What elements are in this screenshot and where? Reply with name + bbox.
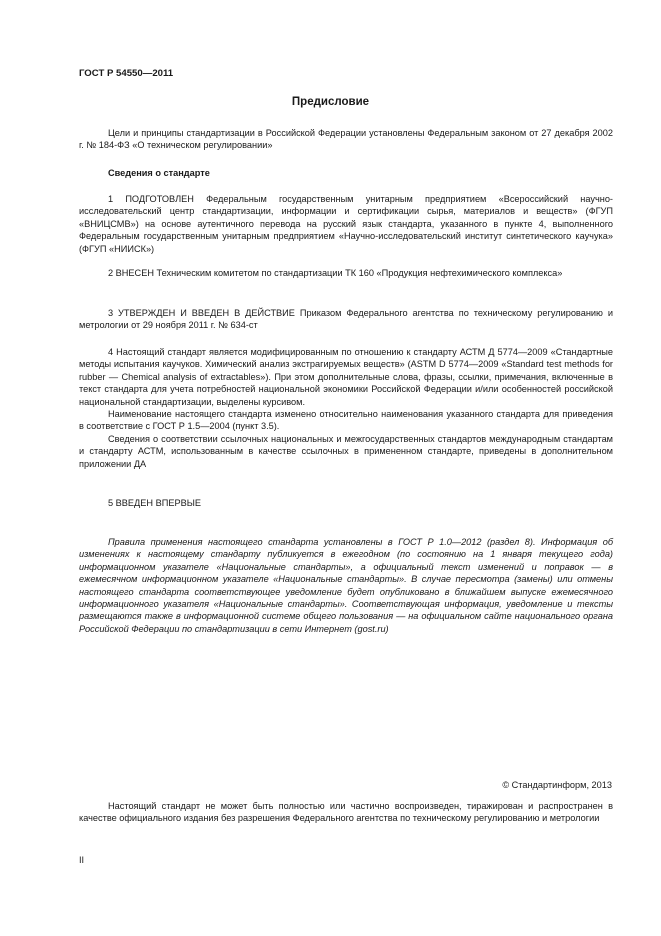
notice-section: [79, 536, 613, 635]
item-4-paragraph-2: Наименование настоящего стандарта изменено относительно наименования указанного стандарта для приведения в соответствие с ГОСТ Р 1.5—2004 (пункт 3.5).: [79, 409, 613, 432]
item-4-paragraph-3: Сведения о соответствии ссылочных национальных и межгосударственных стандартов международным стандартам и стандарту АСТМ, использованным в качестве ссылочных в примененном стандарте, приведены в дополнительном приложении ДА: [79, 433, 613, 469]
intro-paragraph: Цели и принципы стандартизации в Российской Федерации установлены Федеральным законом от 27 декабря 2002 г. № 184-ФЗ «О техническом регулировании»: [79, 128, 613, 151]
rights-paragraph: Настоящий стандарт не может быть полностью или частично воспроизведен, тиражирован и распространен в качестве официального издания без разрешения Федерального агентства по техническому регулированию и метрологии: [79, 801, 613, 824]
item-2-paragraph: 2 ВНЕСЕН Техническим комитетом по стандартизации ТК 160 «Продукция нефтехимического комплекса»: [108, 268, 563, 278]
copyright-line: © Стандартинформ, 2013: [502, 780, 612, 790]
rights-section: [79, 800, 613, 825]
item-5-paragraph: 5 ВВЕДЕН ВПЕРВЫЕ: [108, 498, 201, 508]
document-number: ГОСТ Р 54550—2011: [79, 68, 174, 79]
item-4-paragraph-1: 4 Настоящий стандарт является модифицированным по отношению к стандарту АСТМ Д 5774—2009 «Стандартные методы испытания каучуков. Химический анализ экстрагируемых веществ» (ASTM D 5774—2009 «Standard test methods for rubber — Chemical analysis of extractables»). При этом дополнительные слова, фразы, ссылки, примечания, включенные в текст стандарта для учета потребностей национальной экономики Российской Федерации и/или особенностей российской национальной стандартизации, выделены курсивом.: [79, 347, 613, 407]
item-4-section: [79, 346, 613, 470]
item-3-section: [79, 307, 613, 332]
section-subtitle: Сведения о стандарте: [108, 168, 210, 178]
page-title: Предисловие: [291, 96, 370, 108]
item-1-paragraph: 1 ПОДГОТОВЛЕН Федеральным государственным унитарным предприятием «Всероссийский научно-исследовательский центр стандартизации, информации и сертификации сырья, материалов и веществ» (ФГУП «ВНИЦСМВ») на основе аутентичного перевода на русский язык стандарта, указанного в пункте 4, выполненного Федеральным государственным унитарным предприятием «Научно-исследовательский институт синтетического каучука» (ФГУП «НИИСК»): [79, 194, 613, 254]
subtitle-section: [79, 167, 613, 179]
item-3-paragraph: 3 УТВЕРЖДЕН И ВВЕДЕН В ДЕЙСТВИЕ Приказом Федерального агентства по техническому регулированию и метрологии от 29 ноября 2011 г. № 634-ст: [79, 308, 613, 331]
item-1-section: [79, 193, 613, 255]
notice-paragraph: Правила применения настоящего стандарта установлены в ГОСТ Р 1.0—2012 (раздел 8). Информация об изменениях к настоящему стандарту публикуется в ежегодном (по состоянию на 1 января текущего года) информационном указателе «Национальные стандарты», а официальный текст изменений и поправок — в ежемесячном информационном указателе «Национальные стандарты». В случае пересмотра (замены) или отмены настоящего стандарта соответствующее уведомление будет опубликовано в ближайшем выпуске ежемесячного информационного указателя «Национальные стандарты». Соответствующая информация, уведомление и тексты размещаются также в информационной системе общего пользования — на официальном сайте национального органа Российской Федерации по стандартизации в сети Интернет (gost.ru): [79, 537, 613, 634]
page-number: II: [79, 855, 85, 865]
intro-section: [79, 127, 613, 152]
item-5-section: [79, 497, 613, 509]
item-2-section: [79, 267, 613, 279]
